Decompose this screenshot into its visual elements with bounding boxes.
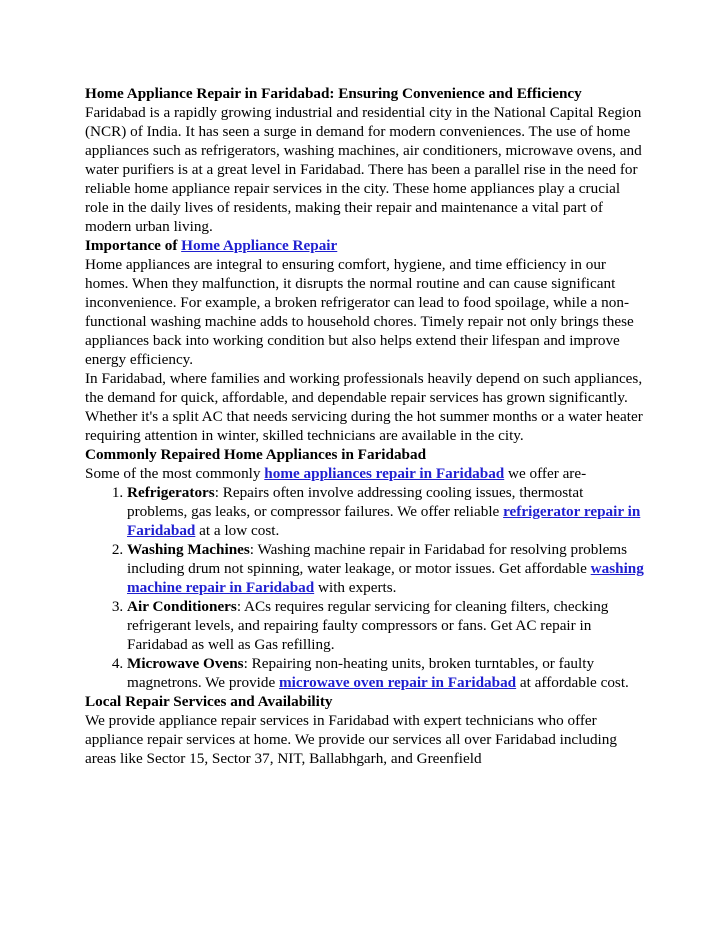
list-item-air-conditioners [127, 597, 645, 654]
intro-text-after: we offer are- [504, 465, 587, 482]
importance-paragraph-2: In Faridabad, where families and working professionals heavily depend on such appliances, the demand for quick, affordable, and dependable repair services has grown significantly. Whether it's a split AC that needs servicing during the hot summer months or a water heater requiring attention in winter, skilled technicians are available in the city. [85, 370, 643, 444]
commonly-repaired-intro [85, 464, 645, 483]
intro-text-before: Some of the most commonly [85, 465, 265, 482]
heading-main: Home Appliance Repair in Faridabad: Ensuring Convenience and Efficiency [85, 85, 582, 102]
term-air-conditioners: Air Conditioners [127, 598, 237, 615]
importance-paragraph-1: Home appliances are integral to ensuring comfort, hygiene, and time efficiency in our homes. When they malfunction, it disrupts the normal routine and can cause significant inconvenience. For example, a broken refrigerator can lead to food spoilage, while a non-functional washing machine adds to household chores. Timely repair not only brings these appliances back into working condition but also helps extend their lifespan and improve energy efficiency. [85, 256, 634, 368]
list-item-washing-machines [127, 540, 645, 597]
term-refrigerators: Refrigerators [127, 484, 215, 501]
local-services-paragraph: We provide appliance repair services in Faridabad with expert technicians who offer appliance repair services at home. We provide our services all over Faridabad including areas like Sector 15, Sector 37, NIT, Ballabhgarh, and Greenfield [85, 712, 617, 767]
microwave-oven-repair-link[interactable]: microwave oven repair in Faridabad [279, 674, 517, 691]
heading-commonly-repaired: Commonly Repaired Home Appliances in Faridabad [85, 446, 427, 463]
heading-local-services: Local Repair Services and Availability [85, 693, 333, 710]
item-text: : ACs requires regular servicing for cleaning filters, checking refrigerant levels, and repairing faulty compressors or fans. Get AC repair in Faridabad as well as Gas refilling. [127, 598, 609, 653]
refrigerator-repair-link[interactable]: refrigerator repair in Faridabad [127, 503, 641, 539]
item-text-after: at affordable cost. [516, 674, 629, 691]
intro-paragraph: Faridabad is a rapidly growing industrial and residential city in the National Capital Region (NCR) of India. It has seen a surge in demand for modern conveniences. The use of home appliances such as refrigerators, washing machines, air conditioners, microwave ovens, and water purifiers is at a great level in Faridabad. There has been a parallel rise in the need for reliable home appliance repair services in the city. These home appliances play a crucial role in the daily lives of residents, making their repair and maintenance a vital part of modern urban living. [85, 104, 642, 235]
heading-importance-prefix: Importance of [85, 237, 182, 254]
item-text: : Repairs often involve addressing cooling issues, thermostat problems, gas leaks, or compressor failures. We offer reliable [127, 484, 584, 520]
item-text: : Repairing non-heating units, broken turntables, or faulty magnetrons. We provide [127, 655, 595, 691]
document-page [85, 84, 645, 768]
term-washing-machines: Washing Machines [127, 541, 250, 558]
list-item-refrigerators [127, 483, 645, 540]
heading-importance [85, 236, 645, 255]
appliance-list [85, 483, 645, 692]
home-appliances-repair-link[interactable]: home appliances repair in Faridabad [264, 465, 505, 482]
home-appliance-repair-link[interactable]: Home Appliance Repair [181, 237, 338, 254]
item-text: : Washing machine repair in Faridabad for resolving problems including drum not spinning, water leakage, or motor issues. Get affordable [127, 541, 628, 577]
washing-machine-repair-link[interactable]: washing machine repair in Faridabad [127, 560, 644, 596]
item-text-after: with experts. [314, 579, 397, 596]
item-text-after: at a low cost. [195, 522, 280, 539]
list-item-microwave-ovens [127, 654, 645, 692]
term-microwave-ovens: Microwave Ovens [127, 655, 244, 672]
